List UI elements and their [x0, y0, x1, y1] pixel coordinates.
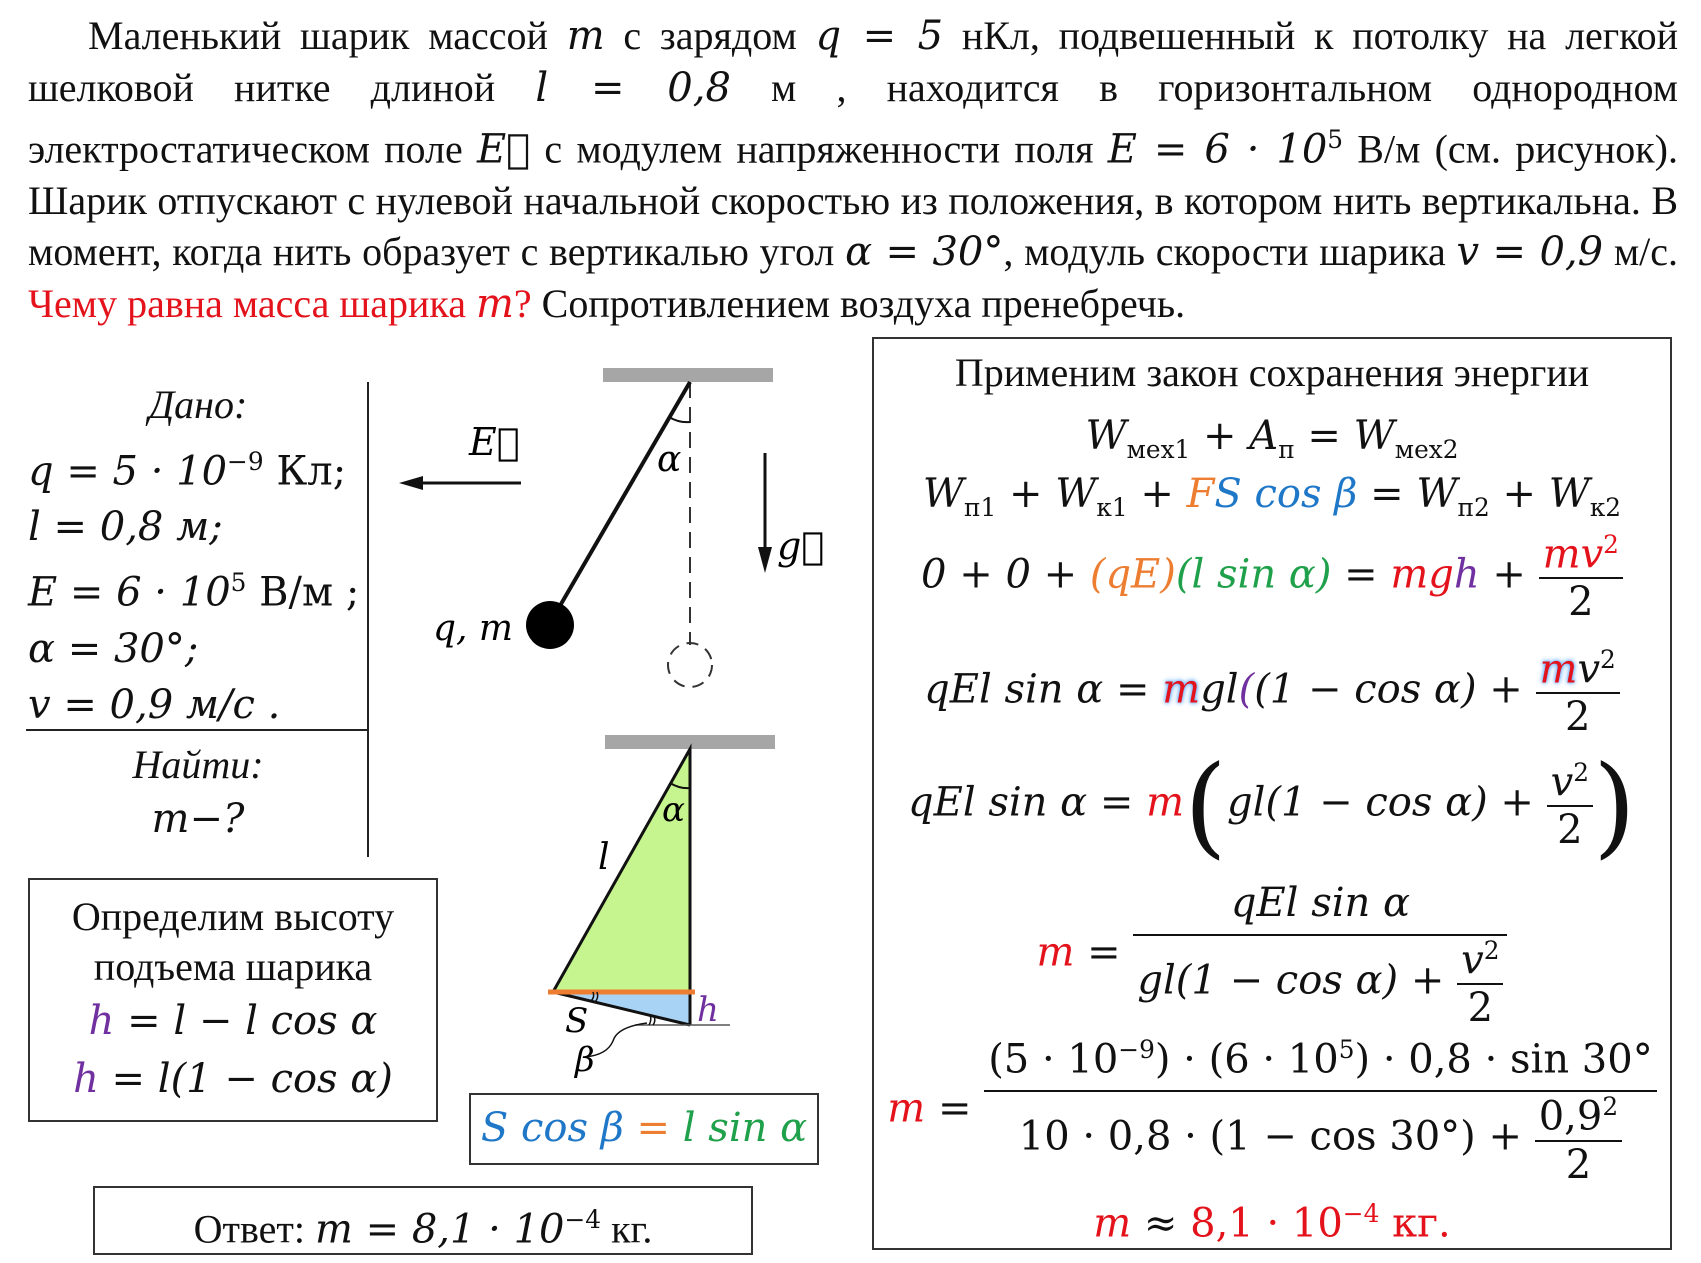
eq2-sub2: к1 — [1096, 493, 1128, 522]
height-box-line1: Определим высоту — [71, 894, 395, 939]
given-field-unit: В/м ; — [246, 569, 360, 616]
problem-text: м/с. — [1603, 229, 1679, 275]
height-box — [28, 878, 438, 1122]
eq4-frac — [1536, 645, 1620, 740]
given-field-base: E = 6 · 10 — [28, 569, 231, 616]
eq1-sub1: мех1 — [1126, 435, 1191, 464]
eq4-a: qEl sin α = — [924, 666, 1163, 713]
problem-text: с зарядом — [604, 13, 816, 58]
eq5-in: gl(1 − cos α) + — [1226, 779, 1547, 826]
eq2-b: + W — [996, 471, 1097, 517]
eq4-num: $mv^2$ — [1539, 645, 1616, 693]
eq7-inner-frac — [1535, 1092, 1622, 1187]
eq7-inner-num-v: 0,9 — [1538, 1093, 1603, 1140]
eq6-inner-num: $v^2$ — [1461, 936, 1500, 984]
eq4-num-m: m — [1539, 646, 1578, 693]
eq4-gl: gl — [1200, 666, 1239, 713]
work-eq5: qEl sin α = m(gl(1 − cos α) + $\frac{v^2}{2}$ ) — [908, 741, 1636, 870]
eq3-eq: = — [1331, 551, 1391, 598]
ball — [526, 601, 574, 649]
pendulum-diagram — [385, 355, 825, 1115]
scos-right: l sin α — [682, 1105, 808, 1151]
height-eq2-h: h — [73, 1056, 99, 1102]
eq4-plus: + — [1476, 666, 1536, 713]
question-mark: ? — [513, 281, 532, 327]
problem-text: нКл, подвешенный к потолку на легкой шелковой нитке длиной — [28, 13, 1679, 110]
work-eq6 — [874, 880, 1670, 1031]
height-eq1-rest: = l − l cos α — [114, 998, 378, 1044]
eq7-eq: = — [925, 1085, 985, 1132]
eq5-m: m — [1146, 779, 1185, 826]
eq3-a: 0 + 0 + — [921, 551, 1090, 598]
eq7-num-b: ) · (6 · 10 — [1154, 1036, 1339, 1083]
eq3-den: 2 — [1539, 577, 1623, 625]
eq4-paren: (1 − cos α) — [1254, 666, 1477, 713]
eq1-sub2: п — [1278, 435, 1295, 464]
length-label: l — [598, 837, 610, 878]
angle-label-bottom: α — [662, 790, 685, 830]
eq7-m: m — [887, 1085, 926, 1132]
problem-text: с модулем напряженности поля — [530, 126, 1108, 172]
given-field — [28, 555, 368, 620]
eq4-num-v: v — [1577, 646, 1601, 693]
eq5-frac — [1547, 758, 1593, 853]
eq2-sub4: к2 — [1589, 493, 1622, 522]
given-angle: α = 30°; — [28, 625, 199, 672]
eq8-exp: −4 — [1342, 1199, 1380, 1228]
eq4-m: m — [1162, 666, 1201, 713]
eq7-frac — [984, 1035, 1657, 1188]
eq2-c: + — [1127, 471, 1187, 517]
eq1-eq: = W — [1294, 413, 1395, 459]
eq3-h: h — [1453, 551, 1480, 598]
eq8-m: m — [1093, 1200, 1132, 1247]
eq6-m: m — [1036, 929, 1075, 976]
answer-label: Ответ: — [193, 1206, 315, 1252]
symbol-m: m — [566, 13, 605, 59]
work-title: Применим закон сохранения энергии — [954, 350, 1590, 395]
eq5-a: qEl sin α = — [908, 779, 1147, 826]
eq7-num-exp1: −9 — [1118, 1035, 1155, 1064]
work-eq2 — [874, 468, 1670, 534]
eq7-num-c: ) · 0,8 · sin 30° — [1354, 1036, 1653, 1083]
charge-value: q = 5 — [815, 13, 944, 59]
eq3-num: $mv^2$ — [1542, 530, 1619, 578]
answer-unit: кг. — [601, 1206, 653, 1252]
eq8-unit: кг. — [1379, 1200, 1451, 1247]
eq3-lsin: l sin α — [1191, 551, 1316, 598]
eq3-qe: qE — [1105, 551, 1161, 598]
beta-label: β — [575, 1040, 595, 1080]
eq6-inner-den: 2 — [1457, 983, 1503, 1031]
eq3-frac — [1539, 530, 1623, 625]
eq2-sub3: п2 — [1457, 493, 1490, 522]
work-eq8 — [874, 1188, 1670, 1249]
eq6-den — [1133, 934, 1507, 1031]
chord-label: S — [565, 1001, 589, 1041]
answer-value: m = 8,1 · 10 — [314, 1206, 565, 1253]
speed-value: v = 0,9 — [1456, 229, 1604, 276]
scos-equals: = — [623, 1105, 683, 1151]
eq5-num: $v^2$ — [1550, 758, 1590, 806]
given-title: Дано: — [148, 382, 248, 427]
eq6-inner-num-v: v — [1461, 937, 1484, 984]
work-eq1 — [874, 410, 1670, 476]
problem-text: В/м (см. рисунок). Шарик отпускают с нулевой начальной скоростью из положения, в котором нить вертикальна. В момент, когда нить образует с вертикалью угол — [28, 126, 1678, 275]
given-charge-base: q = 5 · 10 — [28, 448, 228, 495]
work-eq3: 0 + 0 + (qE)(l sin α) = mgh + $\frac{mv^2}{2}$ — [874, 530, 1670, 625]
problem-text: м , находится в горизонтальном однородном электростатическом поле — [28, 65, 1678, 172]
eq4-den: 2 — [1536, 692, 1620, 740]
scos-left: S cos β — [480, 1105, 624, 1151]
eq7-inner-den: 2 — [1535, 1140, 1622, 1188]
eq8-approx: ≈ — [1131, 1200, 1191, 1247]
eq6-num: qEl sin α — [1230, 880, 1410, 926]
given-charge — [28, 434, 368, 499]
given-length: l = 0,8 м; — [28, 504, 223, 551]
given-field-exp: 5 — [230, 568, 247, 598]
answer-box — [93, 1186, 753, 1255]
field-label: E⃗ — [469, 420, 520, 464]
eq3-mg: mg — [1390, 551, 1454, 598]
answer-exponent: −4 — [564, 1205, 602, 1234]
question-text: Чему равна масса шарика — [28, 281, 476, 327]
eq7-inner-num: $0,9^2$ — [1538, 1092, 1619, 1140]
eq2-e: + W — [1489, 471, 1590, 517]
find-block — [28, 740, 368, 848]
angle-label-top: α — [657, 439, 682, 480]
gravity-arrow-head — [758, 547, 772, 573]
problem-text: , модуль скорости шарика — [1003, 229, 1457, 275]
height-eq2-rest: = l(1 − cos α) — [98, 1056, 393, 1102]
eq3-plus: + — [1479, 551, 1539, 598]
eq7-num-exp2: 5 — [1338, 1035, 1355, 1064]
eq7-num-a: (5 · 10 — [988, 1036, 1119, 1083]
angle-value: α = 30° — [845, 229, 1004, 276]
eq3-num-text: mv — [1542, 531, 1604, 578]
find-question: m−? — [151, 796, 245, 842]
problem-statement — [28, 10, 1678, 330]
find-title: Найти: — [132, 742, 264, 787]
eq6-den-text: gl(1 − cos α) + — [1137, 957, 1458, 1004]
work-eq4: qEl sin α = mgl((1 − cos α) + $\frac{mv^2}{2}$ — [874, 645, 1670, 740]
height-box-line2: подъема шарика — [93, 944, 373, 989]
field-value: E = 6 · 10 — [1107, 126, 1328, 173]
gravity-label: g⃗ — [777, 524, 825, 568]
eq2-sub1: п1 — [964, 493, 997, 522]
height-eq2 — [30, 1050, 436, 1108]
height-eq1 — [30, 992, 436, 1050]
eq6-eq: = — [1074, 929, 1134, 976]
field-exponent: 5 — [1327, 125, 1344, 154]
green-triangle — [553, 749, 690, 992]
eq6-inner-frac — [1457, 936, 1503, 1031]
eq7-num — [984, 1035, 1657, 1090]
field-vector: E⃗ — [476, 126, 531, 173]
ceiling-top — [603, 368, 773, 382]
given-speed: v = 0,9 м/с . — [28, 681, 281, 728]
eq7-den-text: 10 · 0,8 · (1 − cos 30°) + — [1018, 1114, 1535, 1160]
eq2-a: W — [922, 471, 965, 517]
height-eq1-h: h — [88, 998, 115, 1044]
problem-text: Сопротивлением воздуха пренебречь. — [531, 281, 1186, 327]
work-eq7 — [874, 1035, 1670, 1188]
height-label: h — [697, 990, 719, 1030]
eq2-d: = W — [1357, 471, 1458, 517]
initial-ball-dashed — [668, 643, 712, 687]
eq6-frac — [1133, 880, 1507, 1031]
question-symbol: m — [475, 281, 514, 328]
given-charge-unit: Кл; — [263, 448, 347, 495]
problem-text: Маленький шарик массой — [88, 13, 567, 58]
given-charge-exp: −9 — [227, 447, 264, 476]
given-block — [28, 380, 368, 733]
ball-label: q, m — [433, 608, 514, 649]
eq5-den: 2 — [1547, 805, 1593, 853]
field-arrow-head — [399, 476, 423, 490]
eq5-num-v: v — [1550, 759, 1574, 806]
eq2-force: F — [1186, 471, 1215, 517]
eq1-sub3: мех2 — [1394, 435, 1459, 464]
eq8-value: 8,1 · 10 — [1190, 1200, 1343, 1247]
eq7-den — [984, 1090, 1657, 1187]
eq1-w: W — [1085, 413, 1127, 459]
given-divider-horizontal — [26, 729, 368, 731]
angle-arc-top — [669, 417, 690, 422]
eq1-mid: + A — [1190, 413, 1279, 459]
length-value: l = 0,8 — [535, 65, 731, 111]
eq2-scos: S cos β — [1214, 471, 1358, 517]
